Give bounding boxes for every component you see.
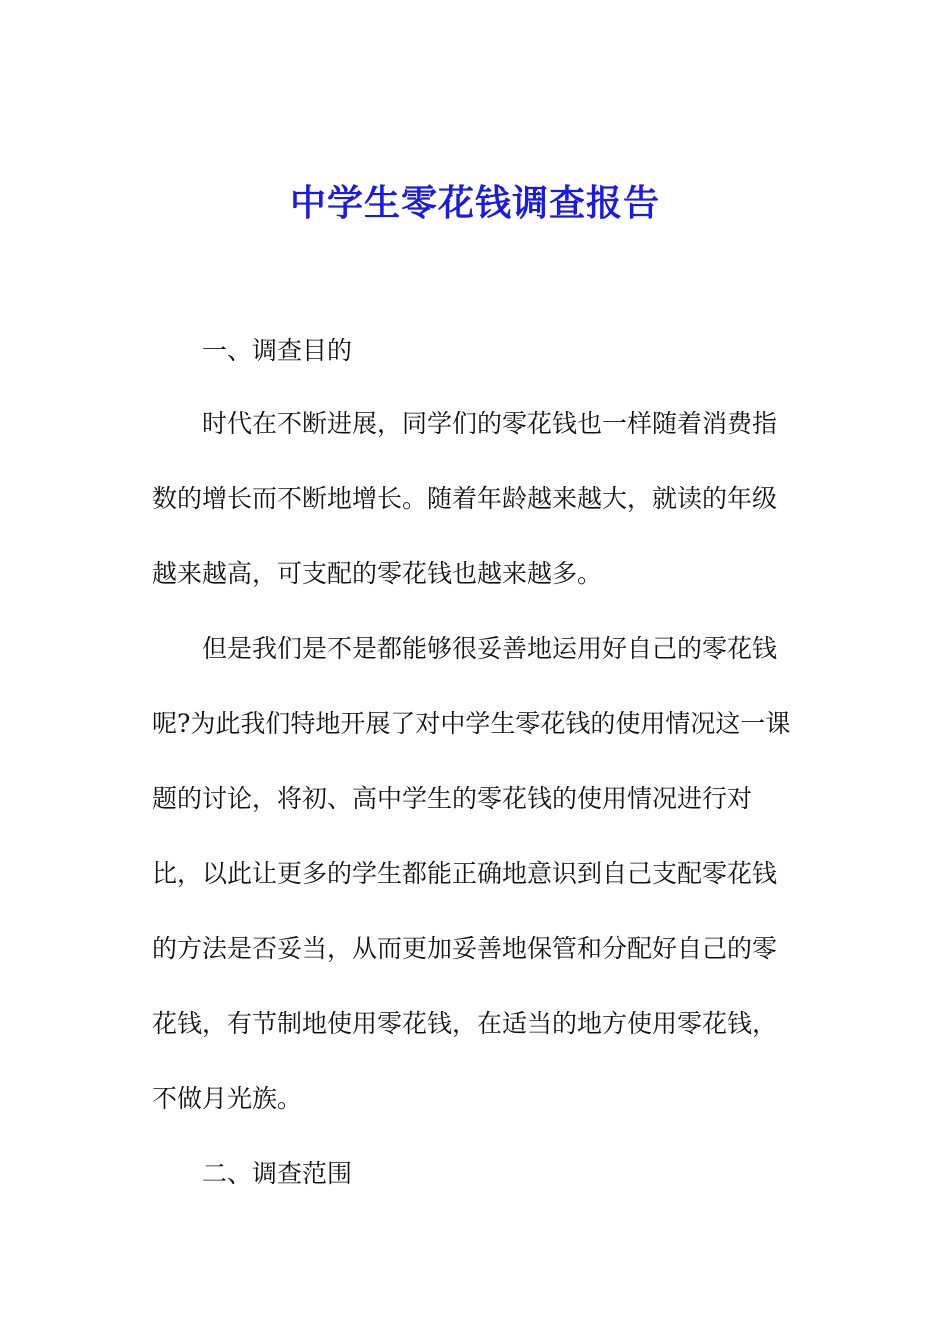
paragraph-line: 呢?为此我们特地开展了对中学生零花钱的使用情况这一课 [152, 709, 791, 738]
paragraph-line: 时代在不断进展，同学们的零花钱也一样随着消费指 [202, 409, 778, 438]
paragraph-line: 但是我们是不是都能够很妥善地运用好自己的零花钱 [202, 634, 778, 663]
paragraph-line: 不做月光族。 [152, 1084, 303, 1113]
section-heading-scope: 二、调查范围 [202, 1159, 353, 1188]
paragraph-line: 的方法是否妥当，从而更加妥善地保管和分配好自己的零 [152, 934, 778, 963]
paragraph-line: 题的讨论，将初、高中学生的零花钱的使用情况进行对 [152, 784, 753, 813]
paragraph-line: 越来越高，可支配的零花钱也越来越多。 [152, 559, 603, 588]
section-heading-purpose: 一、调查目的 [202, 336, 353, 365]
paragraph-line: 数的增长而不断地增长。随着年龄越来越大，就读的年级 [152, 484, 778, 513]
paragraph-line: 比，以此让更多的学生都能正确地意识到自己支配零花钱 [152, 859, 778, 888]
document-title: 中学生零花钱调查报告 [289, 182, 660, 224]
paragraph-line: 花钱，有节制地使用零花钱，在适当的地方使用零花钱， [152, 1009, 778, 1038]
